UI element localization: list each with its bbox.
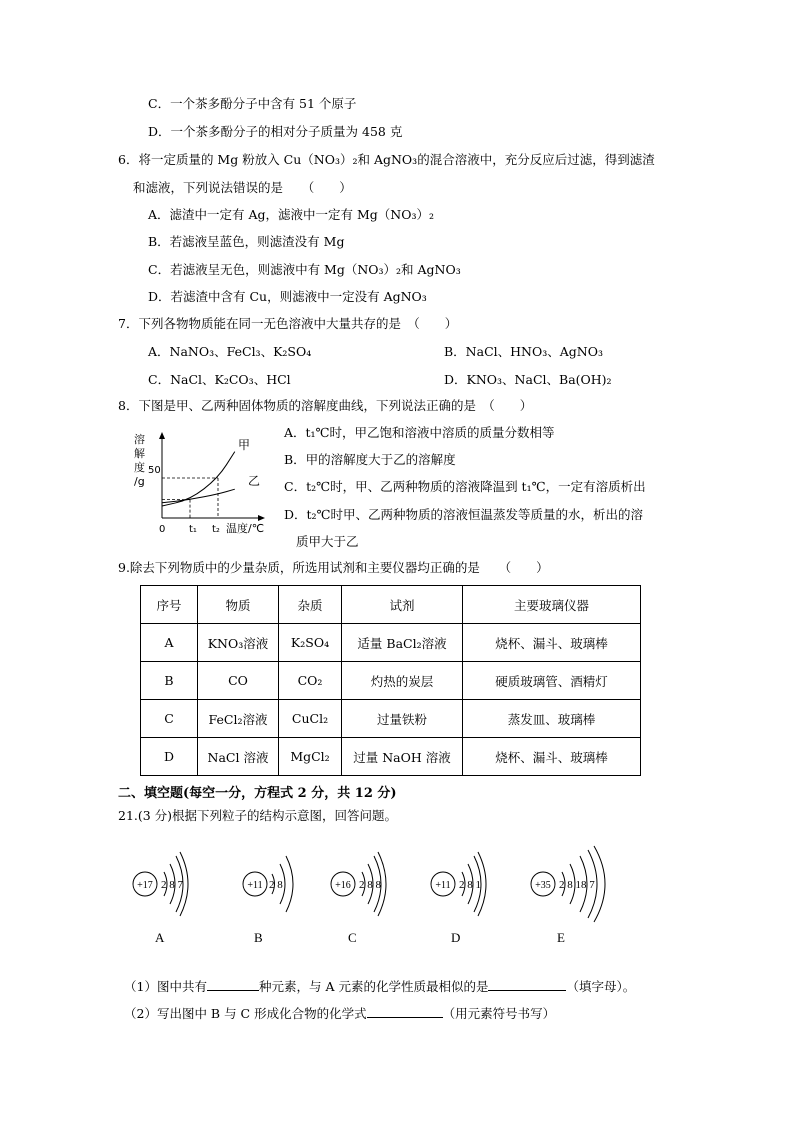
table-header-cell: 试剂 — [342, 586, 463, 624]
table-cell: B — [141, 662, 198, 700]
ion-label-b: B — [254, 930, 263, 945]
ion-diagram-e — [526, 842, 626, 928]
curve-yi — [162, 489, 235, 503]
table-cell: CO₂ — [279, 662, 342, 700]
chart-x-arrow — [258, 515, 265, 521]
table-cell: K₂SO₄ — [279, 624, 342, 662]
answer-blank-3[interactable] — [367, 1005, 443, 1018]
q21-part1 — [124, 978, 635, 995]
q5-option-c: C．一个茶多酚分子中含有 51 个原子 — [148, 96, 357, 111]
table-cell: 过量铁粉 — [342, 700, 463, 738]
table-cell: CuCl₂ — [279, 700, 342, 738]
q7-stem: 7．下列各物物质能在同一无色溶液中大量共存的是 （ ） — [118, 316, 458, 331]
table-row — [141, 624, 641, 662]
ion-a-nucleus: +17 — [137, 880, 153, 891]
answer-blank-2[interactable] — [488, 978, 566, 991]
answer-blank-1[interactable] — [207, 978, 259, 991]
q21-part2 — [124, 1005, 555, 1022]
q7-option-d: D．KNO₃、NaCl、Ba(OH)₂ — [444, 372, 612, 387]
q21-part1-text-b: 种元素，与 A 元素的化学性质最相似的是 — [258, 979, 489, 994]
q6-stem-line2: 和滤液，下列说法错误的是 （ ） — [133, 180, 352, 195]
chart-origin-label: 0 — [159, 524, 166, 535]
section-title: 二、填空题(每空一分，方程式 2 分，共 12 分) — [118, 786, 397, 801]
table-cell: NaCl 溶液 — [198, 738, 279, 776]
chart-tick-t1: t₁ — [189, 524, 197, 535]
q7-option-a: A．NaNO₃、FeCl₃、K₂SO₄ — [148, 344, 312, 359]
ion-a-shells: 2 8 7 — [161, 879, 183, 891]
q9-table — [140, 585, 641, 776]
ion-label-c: C — [348, 930, 357, 945]
chart-tick-t2: t₂ — [212, 524, 220, 535]
q6-option-b: B．若滤液呈蓝色，则滤渣没有 Mg — [148, 234, 345, 249]
ion-e-nucleus: +35 — [535, 880, 551, 891]
q9-stem: 9.除去下列物质中的少量杂质，所选用试剂和主要仪器均正确的是 （ ） — [118, 560, 549, 575]
ion-b-shells: 2 8 — [269, 879, 283, 891]
q6-option-c: C．若滤液呈无色，则滤液中有 Mg（NO₃）₂和 AgNO₃ — [148, 262, 461, 277]
ion-label-a: A — [155, 930, 165, 945]
table-cell: FeCl₂溶液 — [198, 700, 279, 738]
q7-option-c: C．NaCl、K₂CO₃、HCl — [148, 372, 291, 387]
table-row — [141, 738, 641, 776]
table-row — [141, 662, 641, 700]
table-cell: 灼热的炭层 — [342, 662, 463, 700]
ion-e-shells: 2 8 18 7 — [559, 879, 595, 891]
q8-option-c: C．t₂℃时，甲、乙两种物质的溶液降温到 t₁℃，一定有溶质析出 — [284, 479, 646, 494]
series-label-jia: 甲 — [238, 438, 251, 452]
table-cell: C — [141, 700, 198, 738]
table-cell: 适量 BaCl₂溶液 — [342, 624, 463, 662]
table-header-row — [141, 586, 641, 624]
q8-stem: 8．下图是甲、乙两种固体物质的溶解度曲线，下列说法正确的是 （ ） — [118, 398, 533, 413]
ion-diagram-c — [326, 846, 406, 926]
table-header-cell: 序号 — [141, 586, 198, 624]
ion-d-nucleus: +11 — [435, 880, 451, 891]
table-header-cell: 主要玻璃仪器 — [463, 586, 641, 624]
q7-option-b: B．NaCl、HNO₃、AgNO₃ — [444, 344, 603, 359]
solubility-chart — [128, 428, 278, 542]
q6-stem-line1: 6．将一定质量的 Mg 粉放入 Cu（NO₃）₂和 AgNO₃的混合溶液中，充分反应后过滤，得到滤渣 — [118, 152, 655, 167]
table-cell: 蒸发皿、玻璃棒 — [463, 700, 641, 738]
chart-ylabel-2: 解 — [134, 447, 145, 460]
table-row — [141, 700, 641, 738]
table-cell: 硬质玻璃管、酒精灯 — [463, 662, 641, 700]
ion-diagram-b — [238, 846, 308, 926]
table-cell: MgCl₂ — [279, 738, 342, 776]
q21-part2-text-a: （2）写出图中 B 与 C 形成化合物的化学式 — [124, 1006, 367, 1021]
ion-label-d: D — [451, 930, 461, 945]
table-cell: A — [141, 624, 198, 662]
series-label-yi: 乙 — [248, 474, 261, 488]
ion-b-nucleus: +11 — [247, 880, 263, 891]
q6-option-d: D．若滤渣中含有 Cu，则滤液中一定没有 AgNO₃ — [148, 289, 427, 304]
ion-c-nucleus: +16 — [335, 880, 351, 891]
q8-option-d-line2: 质甲大于乙 — [296, 534, 359, 549]
table-cell: CO — [198, 662, 279, 700]
ion-c-shells: 2 8 8 — [359, 879, 381, 891]
table-cell: 烧杯、漏斗、玻璃棒 — [463, 624, 641, 662]
q8-option-d-line1: D．t₂℃时甲、乙两种物质的溶液恒温蒸发等质量的水，析出的溶 — [284, 507, 644, 522]
chart-xlabel: 温度/℃ — [226, 522, 265, 535]
table-header-cell: 杂质 — [279, 586, 342, 624]
ion-d-shells: 2 8 1 — [459, 879, 481, 891]
chart-ylabel-4: /g — [134, 475, 145, 488]
ion-diagram-d — [426, 846, 506, 926]
table-cell: 过量 NaOH 溶液 — [342, 738, 463, 776]
q8-option-a: A．t₁℃时，甲乙饱和溶液中溶质的质量分数相等 — [284, 425, 555, 440]
table-header-cell: 物质 — [198, 586, 279, 624]
q21-stem: 21.(3 分)根据下列粒子的结构示意图，回答问题。 — [118, 808, 398, 823]
q21-part1-text-c: （填字母）。 — [566, 979, 636, 994]
table-cell: KNO₃溶液 — [198, 624, 279, 662]
table-cell: 烧杯、漏斗、玻璃棒 — [463, 738, 641, 776]
ion-label-e: E — [557, 930, 565, 945]
ion-diagram-a — [128, 846, 208, 926]
q8-option-b: B．甲的溶解度大于乙的溶解度 — [284, 452, 456, 467]
q6-option-a: A．滤渣中一定有 Ag，滤液中一定有 Mg（NO₃）₂ — [148, 207, 435, 222]
q5-option-d: D．一个茶多酚分子的相对分子质量为 458 克 — [148, 124, 403, 139]
chart-ylabel-3: 度 — [134, 461, 145, 474]
chart-ylabel-1: 溶 — [134, 433, 145, 446]
chart-tick-50: 50 — [148, 465, 161, 476]
q21-part2-text-b: （用元素符号书写） — [442, 1006, 556, 1021]
table-cell: D — [141, 738, 198, 776]
q21-part1-text-a: （1）图中共有 — [124, 979, 207, 994]
chart-y-arrow — [159, 432, 165, 439]
